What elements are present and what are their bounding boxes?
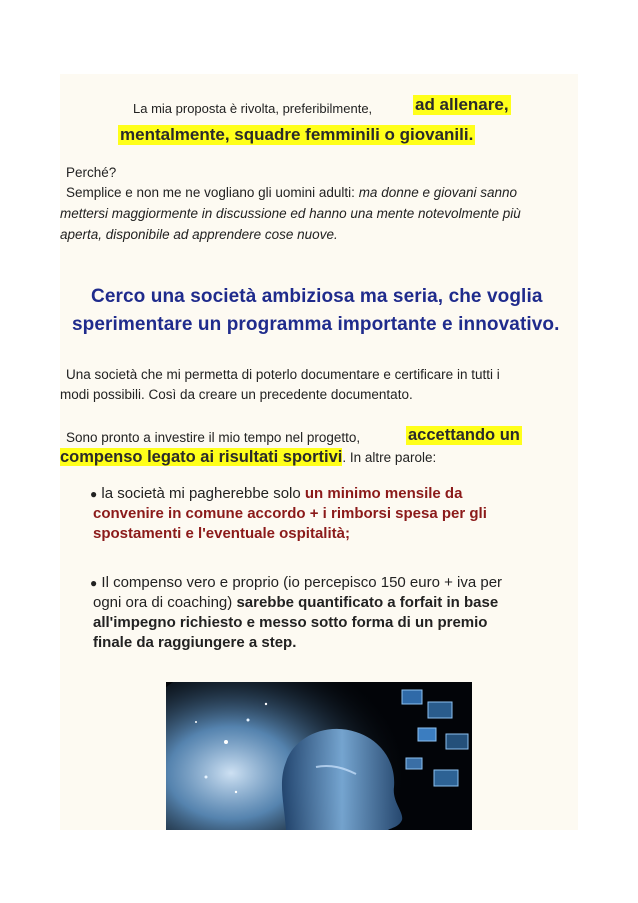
invest-highlight-2: compenso legato ai risultati sportivi <box>60 448 343 466</box>
why-question: Perché? <box>66 165 117 180</box>
bullet-2-bold-2: sarebbe quantificato a forfait in base <box>236 594 499 611</box>
society-line-2: modi possibili. Così da creare un precedente documentato. <box>60 387 413 402</box>
bullet-1-line-2: convenire in comune accordo + i rimborsi spesa per gli <box>93 505 487 522</box>
bullet-1-plain: la società mi pagherebbe solo <box>101 485 301 502</box>
why-answer-line-2: mettersi maggiormente in discussione ed hanno una mente notevolmente più <box>60 206 521 221</box>
bullet-1-line-3: spostamenti e l'eventuale ospitalità; <box>93 525 350 542</box>
main-heading-line-1: Cerco una società ambiziosa ma seria, che voglia <box>91 286 543 307</box>
bullet-2-line-3: all'impegno richiesto e messo sotto forma di un premio <box>93 614 488 631</box>
why-answer-plain: Semplice e non me ne vogliano gli uomini adulti: <box>66 185 355 200</box>
bullet-2-line-1 <box>90 574 502 591</box>
invest-highlight-1: accettando un <box>408 426 520 444</box>
bullet-2-plain-1: Il compenso vero e proprio (io percepisco 150 euro + iva per <box>101 574 503 591</box>
bullet-dot-icon: ● <box>90 487 98 501</box>
intro-highlight-2: mentalmente, squadre femminili o giovanili. <box>120 125 474 144</box>
bullet-2-line-2 <box>93 594 498 611</box>
society-line-1: Una società che mi permetta di poterlo documentare e certificare in tutti i <box>66 367 500 382</box>
bullet-2-plain-2: ogni ora di coaching) <box>93 594 233 611</box>
digital-head-illustration <box>166 682 472 830</box>
why-answer-line-3: aperta, disponibile ad apprendere cose nuove. <box>60 227 338 242</box>
why-answer-italic: ma donne e giovani sanno <box>358 185 518 200</box>
invest-line-1: Sono pronto a investire il mio tempo nel progetto, <box>66 430 361 445</box>
why-answer-line-1 <box>66 185 517 200</box>
bullet-1-emphasis: un minimo mensile da <box>304 485 463 502</box>
bullet-dot-icon: ● <box>90 576 98 590</box>
intro-highlight-1: ad allenare, <box>415 95 509 114</box>
invest-line-2 <box>60 448 436 467</box>
invest-line-2-plain: . In altre parole: <box>342 450 437 465</box>
bullet-1-line-1 <box>90 485 462 502</box>
intro-line-1 <box>133 101 372 116</box>
digital-head-image <box>166 682 472 830</box>
bullet-2-line-4: finale da raggiungere a step. <box>93 634 297 651</box>
intro-text: La mia proposta è rivolta, preferibilmente, <box>133 101 373 116</box>
main-heading-line-2: sperimentare un programma importante e innovativo. <box>72 314 560 335</box>
